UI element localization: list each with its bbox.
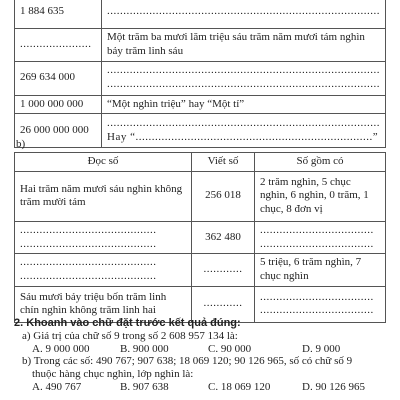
- question-2a-text: a) Giá trị của chữ số 9 trong số 2 608 957 134 là:: [22, 330, 238, 342]
- answer-cell[interactable]: ....................................................................................: [102, 0, 386, 29]
- header-read: Đọc số: [15, 153, 192, 172]
- question-number: 2.: [14, 317, 24, 329]
- question-2b-text: b) Trong các số: 490 767; 907 638; 18 069 120; 90 126 965, số có chữ số 9: [22, 355, 353, 367]
- write-cell: 256 018: [192, 171, 255, 221]
- option-b[interactable]: B. 907 638: [120, 381, 169, 393]
- header-parts: Số gồm có: [255, 153, 386, 172]
- question-2b-text-cont: thuộc hàng chục nghìn, lớp nghìn là:: [32, 368, 194, 380]
- question-2b-options: [14, 381, 394, 393]
- parts-cell: 5 triệu, 6 trăm nghìn, 7 chục nghìn: [255, 254, 386, 287]
- option-a[interactable]: A. 9 000 000: [32, 343, 90, 355]
- table-row: [15, 171, 386, 221]
- number-cell: 1 884 635: [15, 0, 102, 29]
- table-a: [14, 0, 386, 148]
- question-title: Khoanh vào chữ đặt trước kết quả đúng:: [26, 317, 241, 329]
- option-d[interactable]: D. 9 000: [302, 343, 341, 355]
- parts-answer-cell[interactable]: ................................... ...................................: [255, 221, 386, 254]
- read-cell: Hai trăm năm mươi sáu nghìn không trăm mười tám: [15, 171, 192, 221]
- words-cell: “Một nghìn triệu” hay “Một tỉ”: [102, 95, 386, 114]
- write-answer-cell[interactable]: ............: [192, 286, 255, 322]
- option-c[interactable]: C. 18 069 120: [208, 381, 271, 393]
- question-2a-options: [14, 343, 394, 355]
- number-cell: 26 000 000 000: [15, 114, 102, 148]
- read-answer-cell[interactable]: .......................................... ..........................................: [15, 221, 192, 254]
- header-write: Viết số: [192, 153, 255, 172]
- question-2-heading: [14, 317, 394, 330]
- read-cell: Sáu mươi bảy triệu bốn trăm linh chín nghìn không trăm linh hai: [15, 286, 192, 322]
- number-cell: 269 634 000: [15, 61, 102, 95]
- answer-cell[interactable]: .................................................................................... Hay “.........................................................................”: [102, 114, 386, 148]
- table-row: [15, 254, 386, 287]
- option-d[interactable]: D. 90 126 965: [302, 381, 365, 393]
- table-row: [15, 29, 386, 62]
- read-answer-cell[interactable]: .......................................... ..........................................: [15, 254, 192, 287]
- option-b[interactable]: B. 900 000: [120, 343, 169, 355]
- table-row: [15, 114, 386, 148]
- table-row: [15, 0, 386, 29]
- write-answer-cell[interactable]: ............: [192, 254, 255, 287]
- table-b: [14, 152, 386, 323]
- table-row: [15, 61, 386, 95]
- option-a[interactable]: A. 490 767: [32, 381, 82, 393]
- table-row: [15, 221, 386, 254]
- section-b-label: b): [16, 138, 26, 150]
- answer-cell[interactable]: ......................: [15, 29, 102, 62]
- parts-answer-cell[interactable]: ................................... ...................................: [255, 286, 386, 322]
- table-row: [15, 95, 386, 114]
- answer-cell[interactable]: .................................................................................... ....................................................................................: [102, 61, 386, 95]
- words-cell: Một trăm ba mươi lăm triệu sáu trăm năm mươi tám nghìn bảy trăm linh sáu: [102, 29, 386, 62]
- parts-cell: 2 trăm nghìn, 5 chục nghìn, 6 nghìn, 0 trăm, 1 chục, 8 đơn vị: [255, 171, 386, 221]
- number-cell: 1 000 000 000: [15, 95, 102, 114]
- write-cell: 362 480: [192, 221, 255, 254]
- question-2: [14, 317, 394, 393]
- option-c[interactable]: C. 90 000: [208, 343, 252, 355]
- table-header-row: [15, 153, 386, 172]
